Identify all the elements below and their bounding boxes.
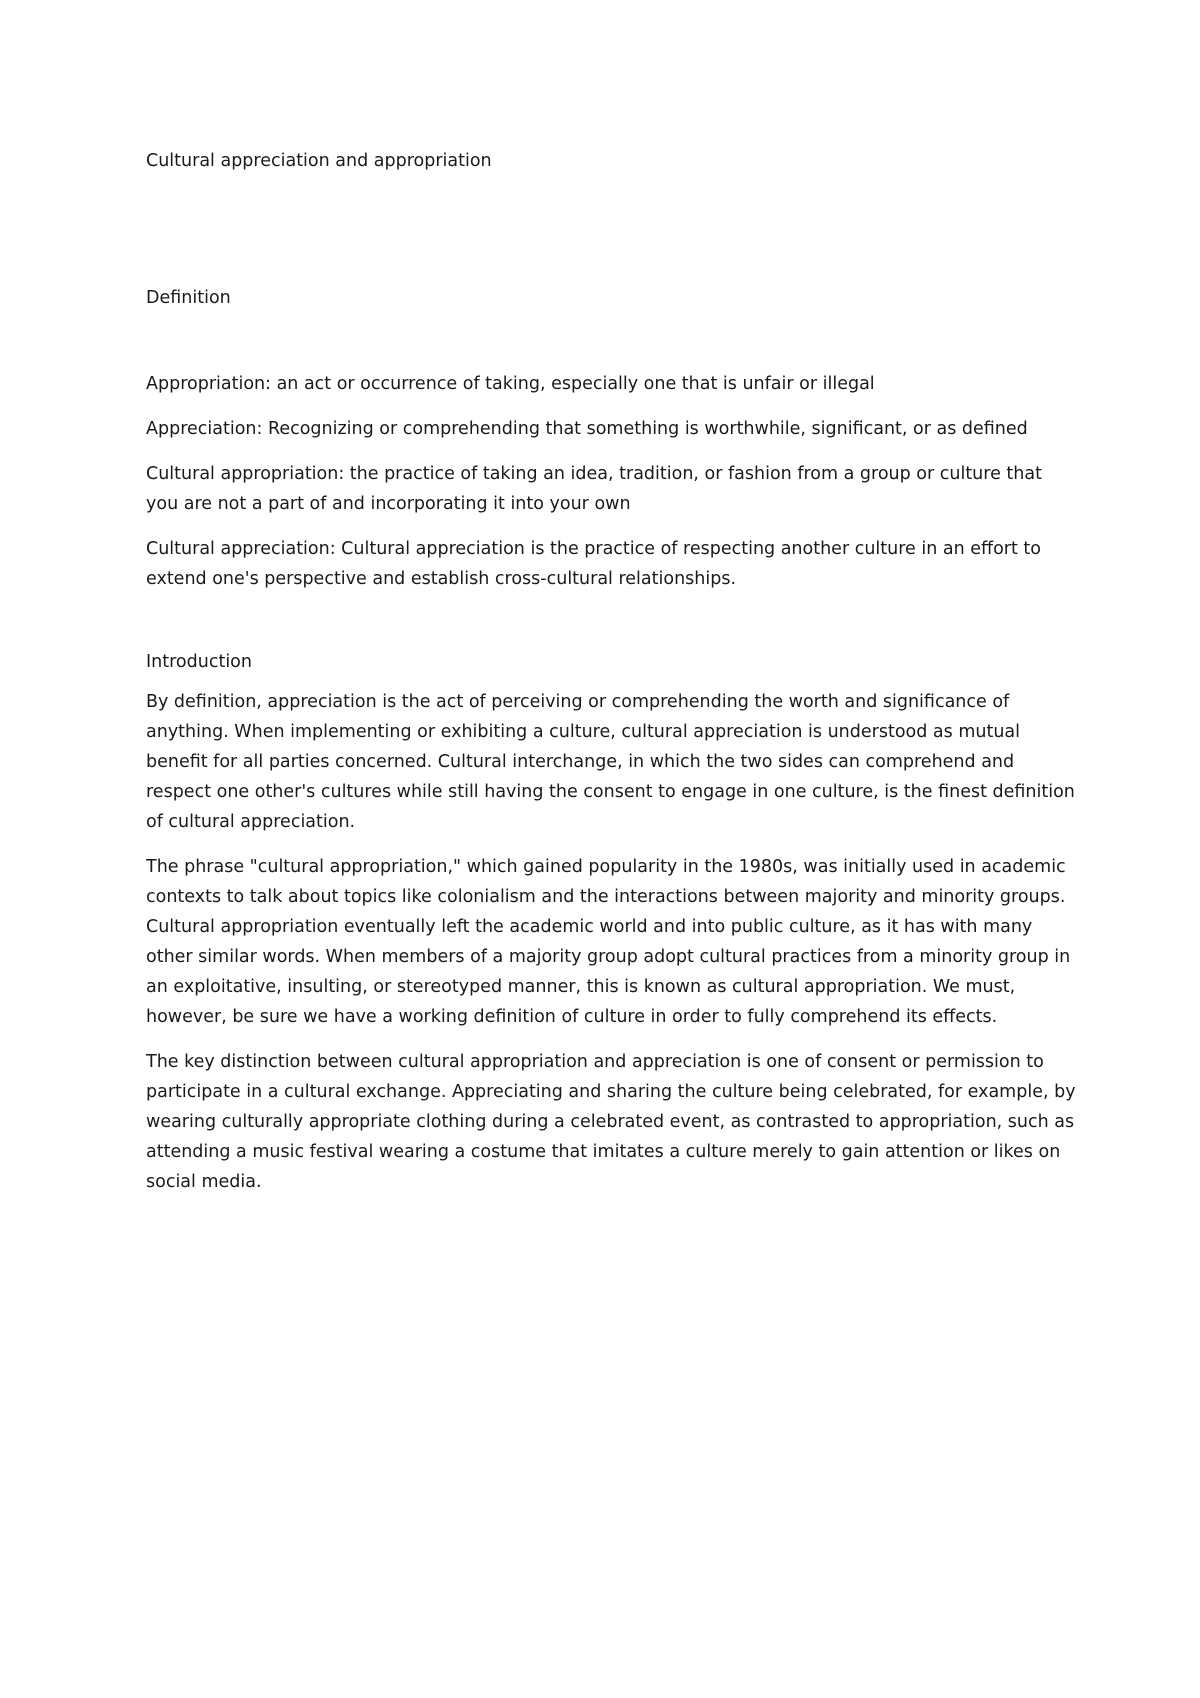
definition-cultural-appreciation: Cultural appreciation: Cultural appreciation is the practice of respecting another culture in an effort to extend one's perspective and establish cross-cultural relationships.: [146, 539, 1041, 589]
definition-list: [146, 369, 1076, 594]
definition-cultural-appropriation: Cultural appropriation: the practice of taking an idea, tradition, or fashion from a group or culture that you are not a part of and incorporating it into your own: [146, 464, 1042, 514]
document-title: Cultural appreciation and appropriation: [146, 151, 492, 171]
intro-paragraph-2: The phrase "cultural appropriation," which gained popularity in the 1980s, was initially used in academic contexts to talk about topics like colonialism and the interactions between majority and minority groups. Cultural appropriation eventually left the academic world and into public culture, as it has with many other similar words. When members of a majority group adopt cultural practices from a minority group in an exploitative, insulting, or stereotyped manner, this is known as cultural appropriation. We must, however, be sure we have a working definition of culture in order to fully comprehend its effects.: [146, 857, 1071, 1027]
introduction-heading: Introduction: [146, 652, 252, 672]
intro-paragraph-1: By definition, appreciation is the act of perceiving or comprehending the worth and significance of anything. When implementing or exhibiting a culture, cultural appreciation is understood as mutual benefit for all parties concerned. Cultural interchange, in which the two sides can comprehend and respect one other's cultures while still having the consent to engage in one culture, is the finest definition of cultural appreciation.: [146, 692, 1075, 832]
definition-appropriation: Appropriation: an act or occurrence of taking, especially one that is unfair or illegal: [146, 374, 875, 394]
definition-appreciation: Appreciation: Recognizing or comprehending that something is worthwhile, significant, or as defined: [146, 419, 1028, 439]
intro-paragraph-3: The key distinction between cultural appropriation and appreciation is one of consent or permission to participate in a cultural exchange. Appreciating and sharing the culture being celebrated, for example, by wearing culturally appropriate clothing during a celebrated event, as contrasted to appropriation, such as attending a music festival wearing a costume that imitates a culture merely to gain attention or likes on social media.: [146, 1052, 1076, 1192]
document-body: [146, 146, 1076, 1212]
definition-heading: Definition: [146, 288, 231, 308]
